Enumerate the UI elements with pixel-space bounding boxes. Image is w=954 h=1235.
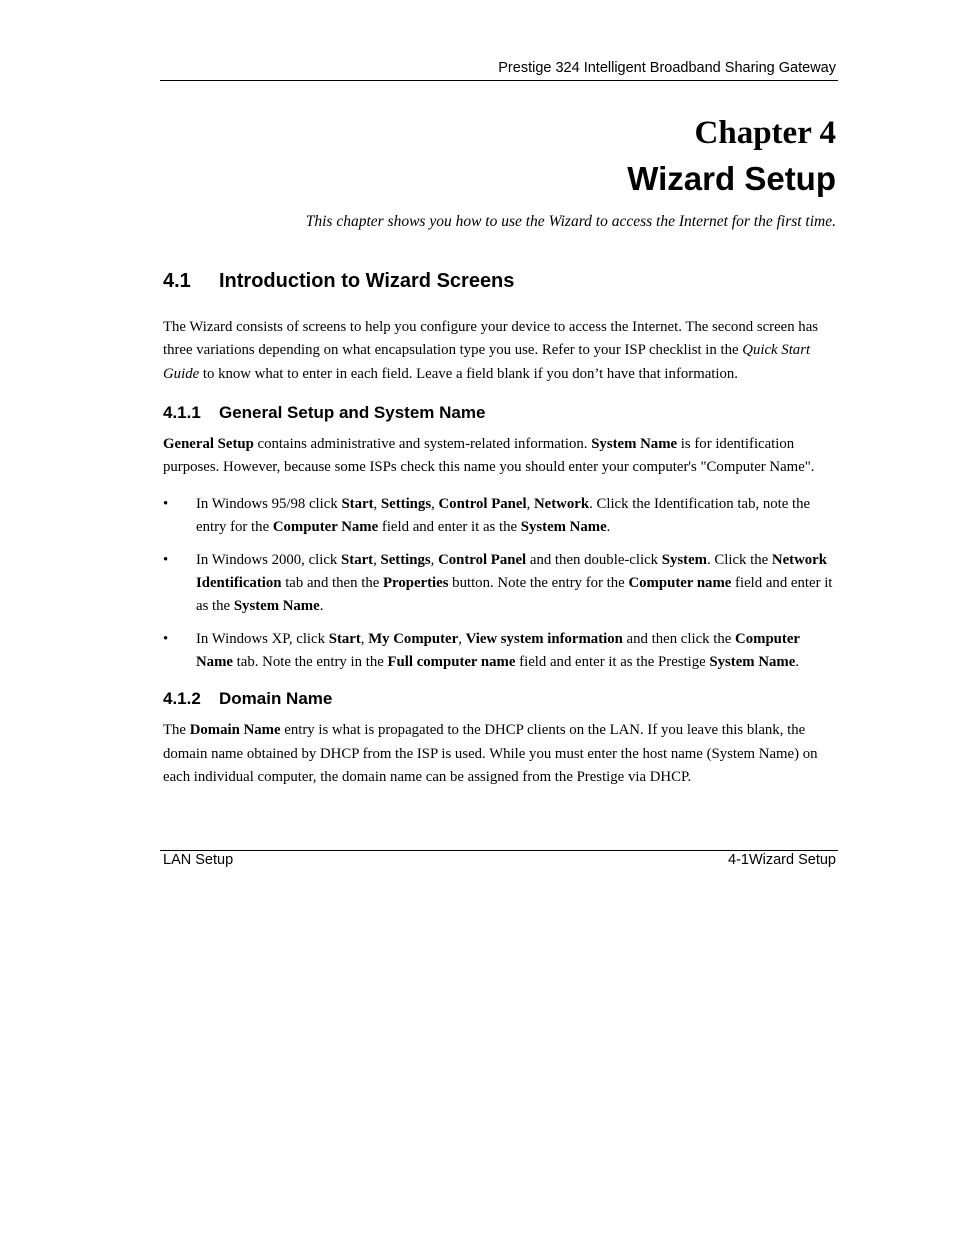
text-run: , xyxy=(431,496,439,513)
bold-term: Computer Name xyxy=(272,519,379,536)
section-4-1-heading xyxy=(163,266,837,296)
bold-term: General Setup xyxy=(163,435,254,452)
section-title: Introduction to Wizard Screens xyxy=(219,270,515,292)
section-title: Domain Name xyxy=(219,689,333,709)
chapter-intro: This chapter shows you how to use the Wizard to access the Internet for the first time. xyxy=(305,213,836,230)
section-4-1-2-paragraph xyxy=(163,719,837,789)
bold-term: Network Identification xyxy=(196,552,827,592)
section-number: 4.1 xyxy=(163,270,191,292)
bold-term: Network xyxy=(534,496,590,513)
text-run: In Windows 95/98 click xyxy=(196,496,342,513)
list-item-win9x xyxy=(163,493,837,539)
list-item-win2000 xyxy=(163,549,837,618)
text-run: to know what to enter in each field. Leave a field blank if you don’t have that information. xyxy=(199,365,738,382)
text-run: , xyxy=(373,552,381,569)
section-4-1-1-heading xyxy=(163,400,837,426)
text-run: field and enter it as the xyxy=(378,519,521,536)
text-run: In Windows XP, click xyxy=(196,631,329,648)
bold-term: Control Panel xyxy=(438,496,527,513)
bold-term: Control Panel xyxy=(438,552,527,569)
bold-term: Computer name xyxy=(628,575,732,592)
text-run: . Click the xyxy=(706,552,772,569)
text-run: , xyxy=(360,631,369,648)
windows-instructions-list xyxy=(163,493,837,674)
text-run: and then click the xyxy=(622,631,736,648)
text-run: tab. Note the entry in the xyxy=(232,654,388,671)
footer-page-number: 4-1Wizard Setup xyxy=(728,852,836,868)
bold-term: Properties xyxy=(383,575,449,592)
text-run: , xyxy=(430,552,439,569)
text-run: entry is what is propagated to the DHCP clients on the LAN. If you leave this blank, the domain name obtained by DHCP from the ISP is used. While you must enter the host name (System Name) on each individual computer, the domain name can be assigned from the Prestige via DHCP. xyxy=(163,722,818,786)
text-run: , xyxy=(526,496,534,513)
bold-term: System xyxy=(661,552,707,569)
text-run: and then double-click xyxy=(526,552,662,569)
text-run: field and enter it as the Prestige xyxy=(515,654,710,671)
bold-term: Computer Name xyxy=(196,631,800,671)
bold-term: Settings xyxy=(380,552,431,569)
text-run: is for identification purposes. However, because some ISPs check this name you should enter your computer's "Computer Name". xyxy=(163,435,815,476)
chapter-title: Wizard Setup xyxy=(627,160,836,197)
list-item-winxp xyxy=(163,628,837,674)
section-number: 4.1.1 xyxy=(163,402,201,422)
text-run: . xyxy=(319,598,324,615)
bold-term: Settings xyxy=(380,496,432,513)
bullet-icon: • xyxy=(163,496,169,513)
text-run: The xyxy=(163,722,190,739)
footer-left: LAN Setup xyxy=(163,852,234,868)
guide-reference: Quick Start Guide xyxy=(163,342,811,382)
text-run: . Click the Identification tab, note the entry for the xyxy=(196,496,811,536)
text-run: , xyxy=(458,631,466,648)
bold-term: Start xyxy=(341,552,374,569)
text-run: contains administrative and system-related information. xyxy=(253,435,592,452)
bold-term: System Name xyxy=(520,519,607,536)
text-run: tab and then the xyxy=(281,575,383,592)
bold-term: System Name xyxy=(709,654,796,671)
page-content xyxy=(163,266,837,803)
section-number: 4.1.2 xyxy=(163,689,201,709)
text-run: field and enter it as the xyxy=(196,575,833,615)
text-run: In Windows 2000, click xyxy=(196,552,342,569)
bold-term: My Computer xyxy=(368,631,459,648)
text-run: button. Note the entry for the xyxy=(448,575,629,592)
bold-term: Start xyxy=(328,631,361,648)
text-run: The Wizard consists of screens to help you configure your device to access the Internet. The second screen has three variations depending on what encapsulation type you use. Refer to your ISP checklist in the xyxy=(163,319,819,359)
chapter-number: Chapter 4 xyxy=(694,115,836,151)
bullet-icon: • xyxy=(163,631,169,648)
text-run: . xyxy=(795,654,800,671)
bold-term: Full computer name xyxy=(387,654,516,671)
bold-term: System Name xyxy=(233,598,320,615)
section-title: General Setup and System Name xyxy=(219,402,486,422)
bold-term: System Name xyxy=(591,435,678,452)
footer-rule xyxy=(160,850,838,851)
section-4-1-1-paragraph xyxy=(163,433,837,480)
header-rule xyxy=(160,80,838,81)
section-4-1-2-heading xyxy=(163,686,837,712)
section-4-1-paragraph xyxy=(163,316,837,386)
text-run: . xyxy=(606,519,611,536)
text-run: , xyxy=(373,496,381,513)
bold-term: Domain Name xyxy=(189,722,281,739)
running-header: Prestige 324 Intelligent Broadband Sharing Gateway xyxy=(498,60,836,76)
bold-term: View system information xyxy=(465,631,623,648)
bullet-icon: • xyxy=(163,552,169,569)
bold-term: Start xyxy=(341,496,374,513)
